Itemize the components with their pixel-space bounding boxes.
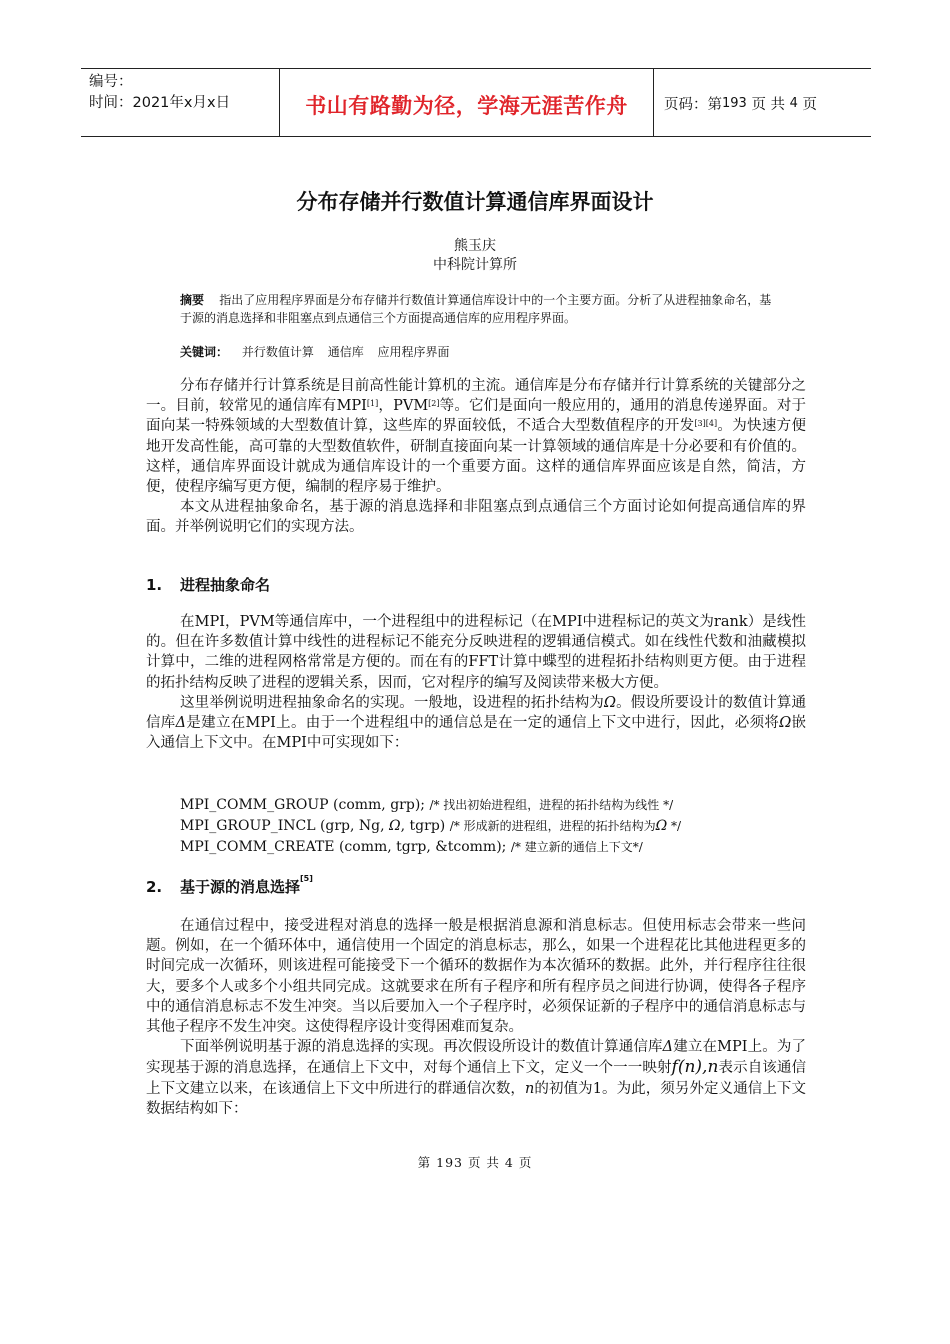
text-run: 。假设所要设计的数值计算通信库 bbox=[146, 694, 807, 732]
omega-symbol: Ω bbox=[779, 715, 792, 732]
keywords-label: 关键词： bbox=[180, 345, 229, 359]
section-1-body bbox=[146, 612, 806, 753]
section-title: 进程抽象命名 bbox=[180, 576, 271, 594]
intro-section bbox=[146, 376, 806, 538]
ref-mark: [2] bbox=[428, 399, 440, 409]
keyword-item: 应用程序界面 bbox=[377, 345, 450, 359]
section-2-body bbox=[146, 916, 806, 1119]
text-run: 分布存储并行计算系统是目前高性能计算机的主流。通信库是分布存储并行计算系统的关键部分之一。目前，较常见的通信库有MPI bbox=[146, 378, 806, 415]
section-1-heading bbox=[146, 574, 270, 595]
code-comment: /* 建立新的通信上下文*/ bbox=[510, 840, 643, 854]
code-comment: */ bbox=[667, 819, 682, 833]
section-1-paragraph-1: 在MPI，PVM等通信库中，一个进程组中的进程标记（在MPI中进程标记的英文为rank）是线性的。但在许多数值计算中线性的进程标记不能充分反映进程的逻辑通信模式。如在线性代数和油藏模拟计算中，二维的进程网格常常是方便的。而在有的FFT计算中蝶型的进程拓扑结构则更方便。由于进程的拓扑结构反映了进程的逻辑关系，因而，它对程序的编写及阅读带来极大方便。 bbox=[146, 614, 806, 691]
header-page-total: 4 bbox=[789, 96, 798, 111]
code-comment: /* 形成新的进程组，进程的拓扑结构为 bbox=[449, 819, 656, 833]
affiliation: 中科院计算所 bbox=[433, 257, 517, 273]
ref-mark: [3][4] bbox=[694, 419, 718, 429]
text-run: 的初值为1。为此，须另外定义通信上下文数据结构如下： bbox=[146, 1080, 806, 1117]
header-table bbox=[81, 68, 871, 137]
omega-symbol: Ω bbox=[389, 818, 401, 834]
header-page-cell bbox=[654, 69, 871, 136]
section-title: 基于源的消息选择 bbox=[180, 878, 301, 896]
code-text: MPI_GROUP_INCL (grp, Ng, bbox=[180, 818, 390, 834]
header-time-label: 时间：2021年x月x日 bbox=[89, 95, 231, 111]
section-1-paragraph-2 bbox=[146, 693, 806, 754]
code-line-3 bbox=[180, 837, 800, 858]
code-line-1 bbox=[180, 795, 800, 816]
function-symbol: f(n),n bbox=[671, 1057, 719, 1078]
code-text: MPI_COMM_CREATE (comm, tgrp, &tcomm); bbox=[180, 839, 511, 855]
text-run: 嵌入通信上下文中。在MPI中可实现如下： bbox=[146, 715, 807, 752]
text-run: 建立在MPI上。为了实现基于源的消息选择，在通信上下文中，对每个通信上下文，定义一个一一映射 bbox=[146, 1039, 806, 1077]
header-page-mid: 页 共 bbox=[751, 97, 786, 113]
ref-mark: [1] bbox=[366, 399, 379, 409]
omega-symbol: Ω bbox=[655, 818, 668, 834]
section-2-paragraph-2 bbox=[146, 1037, 806, 1119]
n-symbol: n bbox=[524, 1080, 535, 1097]
delta-symbol: Δ bbox=[662, 1039, 674, 1056]
ref-mark: [5] bbox=[300, 874, 313, 883]
paper-title: 分布存储并行数值计算通信库界面设计 bbox=[296, 190, 654, 214]
header-meta-cell bbox=[81, 69, 280, 136]
abstract-text: 指出了应用程序界面是分布存储并行数值计算通信库设计中的一个主要方面。分析了从进程抽象命名，基于源的消息选择和非阻塞点到点通信三个方面提高通信库的应用程序界面。 bbox=[180, 293, 772, 325]
header-page-num: 193 bbox=[722, 96, 747, 111]
section-number: 1. bbox=[146, 576, 163, 594]
header-motto: 书山有路勤为径，学海无涯苦作舟 bbox=[280, 69, 654, 136]
author: 熊玉庆 bbox=[454, 238, 496, 254]
keyword-item: 并行数值计算 bbox=[241, 345, 314, 359]
text-run: 下面举例说明基于源的消息选择的实现。再次假设所设计的数值计算通信库 bbox=[180, 1039, 663, 1056]
header-number-label: 编号： bbox=[89, 74, 133, 90]
code-comment: /* 找出初始进程组，进程的拓扑结构为线性 */ bbox=[429, 798, 674, 812]
code-line-2 bbox=[180, 816, 800, 837]
section-2-heading bbox=[146, 876, 313, 897]
abstract-label: 摘要 bbox=[180, 293, 205, 307]
page-footer: 第 193 页 共 4 页 bbox=[417, 1155, 533, 1170]
text-run: ，PVM bbox=[378, 398, 429, 415]
omega-symbol: Ω bbox=[603, 694, 616, 711]
delta-symbol: Δ bbox=[175, 715, 187, 732]
intro-paragraph-2: 本文从进程抽象命名，基于源的消息选择和非阻塞点到点通信三个方面讨论如何提高通信库的界面。并举例说明它们的实现方法。 bbox=[146, 499, 806, 536]
section-2-paragraph-1: 在通信过程中，接受进程对消息的选择一般是根据消息源和消息标志。但使用标志会带来一些问题。例如，在一个循环体中，通信使用一个固定的消息标志，那么，如果一个进程花比其他进程更多的时间完成一次循环，则该进程可能接受下一个循环的数据作为本次循环的数据。此外，并行程序往往很大，要多个人或多个小组共同完成。这就要求在所有子程序和所有程序员之间进行协调，使得各子程序中的通信消息标志不发生冲突。当以后要加入一个子程序时，必须保证新的子程序中的通信消息标志与其他子程序不发生冲突。这使得程序设计变得困难而复杂。 bbox=[146, 918, 806, 1036]
text-run: 表示自该通信上下文建立以来，在该通信上下文中所进行的群通信次数， bbox=[146, 1060, 806, 1097]
header-page-prefix: 页码：第 bbox=[664, 97, 722, 113]
code-text: , tgrp) bbox=[400, 818, 450, 834]
text-run: 等。它们是面向一般应用的，通用的消息传递界面。对于面向某一特殊领域的大型数值计算，这些库的界面较低，不适合大型数值程序的开发 bbox=[146, 398, 807, 435]
abstract bbox=[180, 291, 780, 327]
text-run: 。为快速方便地开发高性能，高可靠的大型数值软件，研制直接面向某一计算领域的通信库是十分必要和有价值的。这样，通信库界面设计就成为通信库设计的一个重要方面。这样的通信库界面应该是自然，简洁，方便，使程序编写更方便，编制的程序易于维护。 bbox=[146, 418, 807, 496]
keyword-item: 通信库 bbox=[327, 345, 364, 359]
text-run: 这里举例说明进程抽象命名的实现。一般地，设进程的拓扑结构为 bbox=[180, 694, 604, 711]
keywords bbox=[180, 343, 450, 360]
text-run: 是建立在MPI上。由于一个进程组中的通信总是在一定的通信上下文中进行，因此，必须将 bbox=[186, 715, 780, 732]
intro-paragraph-1 bbox=[146, 376, 806, 497]
code-block bbox=[180, 795, 800, 858]
header-page-suffix: 页 bbox=[802, 97, 818, 113]
code-text: MPI_COMM_GROUP (comm, grp); bbox=[180, 797, 430, 813]
section-number: 2. bbox=[146, 878, 163, 896]
